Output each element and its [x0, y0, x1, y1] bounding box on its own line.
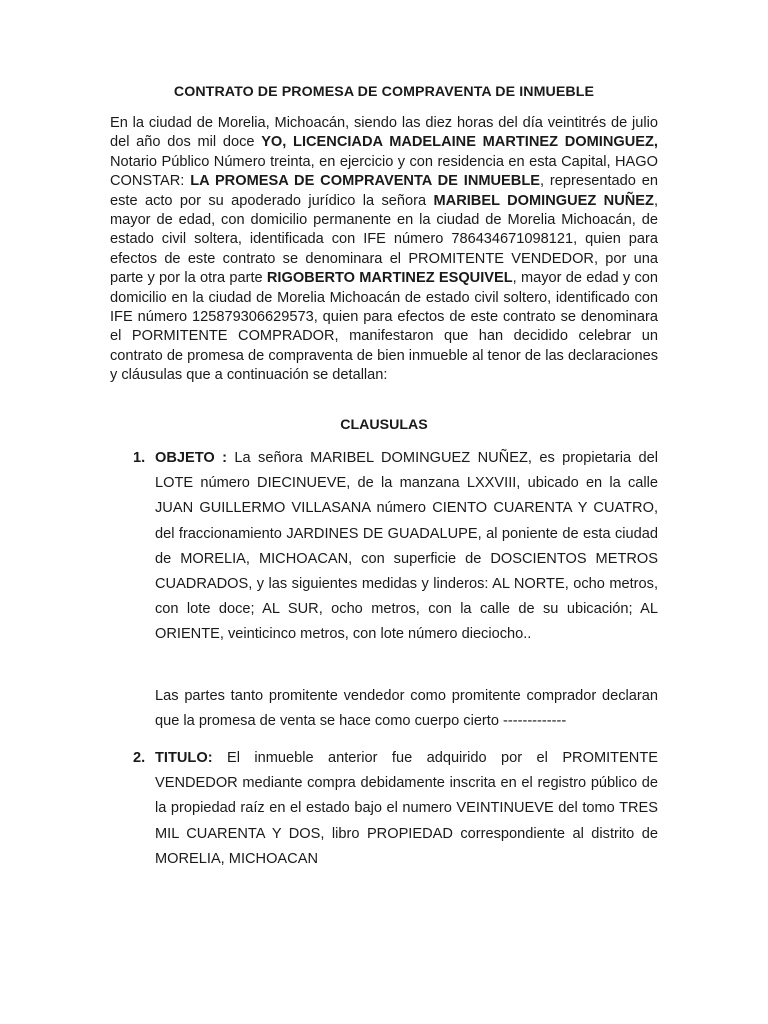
intro-buyer-name: RIGOBERTO MARTINEZ ESQUIVEL [266, 270, 513, 287]
intro-seller-name: MARIBEL DOMINGUEZ NUÑEZ [433, 192, 654, 209]
clause-text: La señora MARIBEL DOMINGUEZ NUÑEZ, es propietaria del LOTE número DIECINUEVE, de la manzana LXXVIII, ubicado en la calle JUAN GUILLERMO VILLASANA número CIENTO CUARENTA Y CUATRO, del fraccionamiento JARDINES DE GUADALUPE, al poniente de esta ciudad de MORELIA, MICHOACAN, con superficie de DOSCIENTOS METROS CUADRADOS, y las siguientes medidas y linderos: AL NORTE, ocho metros, con lote doce; AL SUR, ocho metros, con la calle de su ubicación; AL ORIENTE, veinticinco metros, con lote número dieciocho.. [155, 450, 658, 643]
clause-text: El inmueble anterior fue adquirido por el PROMITENTE VENDEDOR mediante compra debidamente inscrita en el registro público de la propiedad raíz en el estado bajo el numero VEINTINUEVE del tomo TRES MIL CUARENTA Y DOS, libro PROPIEDAD correspondiente al distrito de MORELIA, MICHOACAN [155, 750, 658, 867]
intro-text: , representado en este acto por su apoderado jurídico la señora [110, 173, 658, 209]
intro-paragraph [110, 114, 658, 386]
intro-text: , mayor de edad, con domicilio permanente en la ciudad de Morelia Michoacán, de estado civil soltera, identificada con IFE número 786434671098121, quien para efectos de este contrato se denominara el PROMITENTE VENDEDOR, por una parte y por la otra parte [110, 192, 658, 287]
clauses-heading: CLAUSULAS [340, 417, 428, 433]
clause-label: TITULO: [155, 750, 213, 766]
clause-titulo [155, 746, 658, 872]
document-title: CONTRATO DE PROMESA DE COMPRAVENTA DE INMUEBLE [173, 84, 595, 100]
clause-objeto [155, 446, 658, 648]
clause-note: Las partes tanto promitente vendedor como promitente comprador declaran que la promesa de venta se hace como cuerpo cierto ------------- [155, 688, 658, 730]
intro-text: En la ciudad de Morelia, Michoacán, siendo las diez horas del día veintitrés de julio del año dos mil doce [110, 115, 658, 151]
clause-label: OBJETO : [155, 450, 228, 466]
clause-number: 2. [133, 750, 146, 766]
intro-contract-name: LA PROMESA DE COMPRAVENTA DE INMUEBLE [190, 173, 540, 190]
intro-text: Notario Público Número treinta, en ejercicio y con residencia en esta Capital, HAGO CONSTAR: [110, 153, 658, 190]
intro-notary-name: YO, LICENCIADA MADELAINE MARTINEZ DOMINGUEZ, [261, 134, 658, 151]
clause-number: 1. [133, 450, 146, 466]
intro-text: , mayor de edad y con domicilio en la ciudad de Morelia Michoacán de estado civil soltero, identificado con IFE número 125879306629573, quien para efectos de este contrato se denominara el PORMITENTE COMPRADOR, manifestaron que han decidido celebrar un contrato de promesa de compraventa de bien inmueble al tenor de las declaraciones y cláusulas que a continuación se detallan: [110, 270, 658, 384]
